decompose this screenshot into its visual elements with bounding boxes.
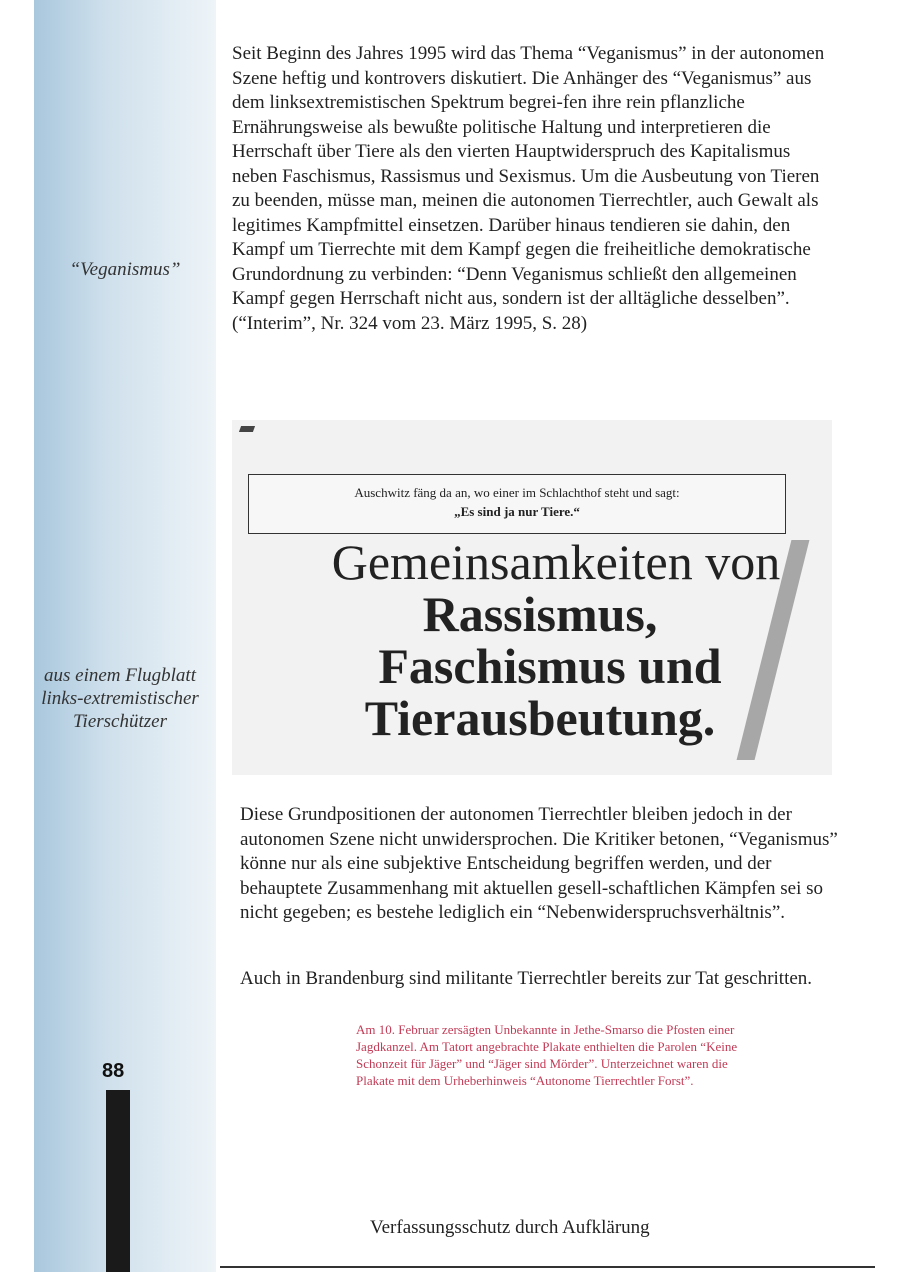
footer-rule (220, 1266, 875, 1268)
paragraph-kritik: Diese Grundpositionen der autonomen Tierrechtler bleiben jedoch in der autonomen Szene nicht unwidersprochen. Die Kritiker betonen, “Veganismus” könne nur als eine subjektive Entscheidung begriffen werden, und der behauptete Zusammenhang mit aktuellen gesell-schaftlichen Kämpfen sei so nicht gegeben; es bestehe lediglich ein “Nebenwiderspruchsverhältnis”. (240, 804, 838, 923)
incident-note: Am 10. Februar zersägten Unbekannte in Jethe-Smarso die Pfosten einer Jagdkanzel. Am Tatort angebrachte Plakate enthielten die Parolen “Keine Schonzeit für Jäger” und “Jäger sind Mörder”. Unterzeichnet waren die Plakate mit dem Urheberhinweis “Autonome Tierrechtler Forst”. (356, 1022, 738, 1088)
headline-line-3: Faschismus und (378, 638, 722, 694)
page-number-bar (106, 1090, 130, 1272)
headline-line-2: Rassismus, (422, 586, 658, 642)
margin-note-veganismus: “Veganismus” (69, 259, 181, 280)
headline-line-4: Tierausbeutung. (364, 690, 716, 746)
paragraph-brandenburg: Auch in Brandenburg sind militante Tierrechtler bereits zur Tat geschritten. (240, 968, 813, 989)
paragraph-veganismus: Seit Beginn des Jahres 1995 wird das Thema “Veganismus” in der autonomen Szene heftig und kontrovers diskutiert. Die Anhänger des “Veganismus” aus dem linksextremistischen Spektrum begrei-fen ihre rein pflanzliche Ernährungsweise als bewußte politische Haltung und interpretieren die Herrschaft über Tiere als den vierten Hauptwiderspruch des Kapitalismus neben Faschismus, Rassismus und Sexismus. Um die Ausbeutung von Tieren zu beenden, müsse man, meinen die autonomen Tierrechtler, auch Gewalt als legitimes Kampfmittel einsetzen. Darüber hinaus tendieren sie dahin, den Kampf um Tierrechte mit dem Kampf gegen die freiheitliche demokratische Grundordnung zu verbinden: “Denn Veganismus schließt den allgemeinen Kampf gegen Herrschaft nicht aus, sondern ist der alltägliche desselben”. (“Interim”, Nr. 324 vom 23. März 1995, S. 28) (232, 43, 825, 334)
quote-line-1: Auschwitz fäng da an, wo einer im Schlachthof steht und sagt: (354, 485, 680, 500)
headline-line-1: Gemeinsamkeiten von (331, 534, 781, 590)
quote-box (248, 474, 786, 534)
margin-note-flugblatt: aus einem Flugblatt links-extremistischer Tierschützer (41, 665, 199, 732)
clipping-corner-mark (239, 426, 255, 432)
quote-line-2: „Es sind ja nur Tiere.“ (454, 504, 580, 519)
footer-title: Verfassungsschutz durch Aufklärung (370, 1217, 650, 1238)
page-number: 88 (102, 1060, 125, 1082)
